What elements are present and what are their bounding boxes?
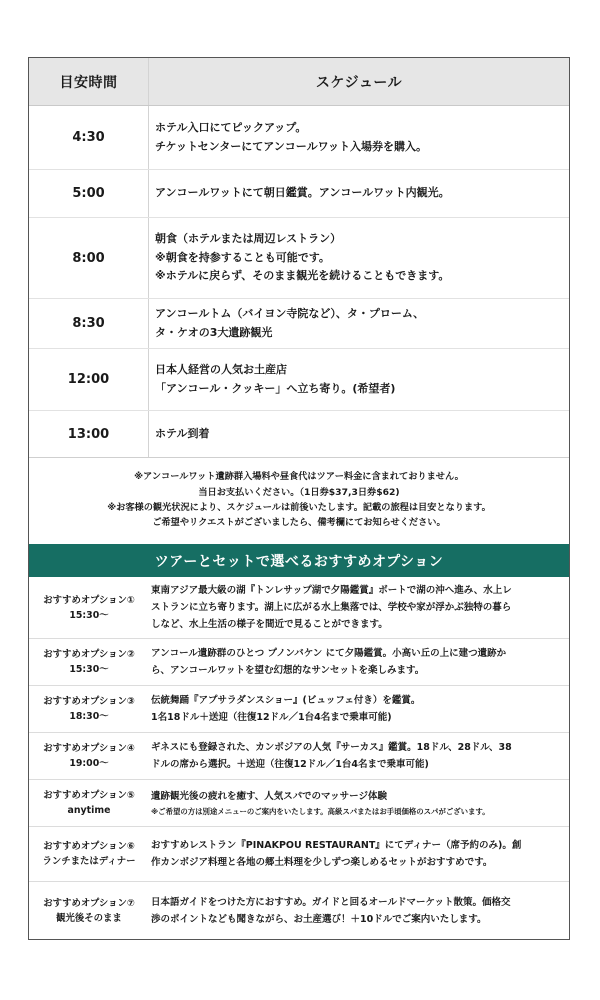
option-line: 作カンボジア料理と各地の郷土料理を少しずつ楽しめるセットがおすすめです。 bbox=[151, 857, 493, 868]
option-time: 15:30～ bbox=[69, 664, 109, 675]
option-line: アンコール遺跡群のひとつ プノンバケン にて夕陽鑑賞。小高い丘の上に建つ遺跡か bbox=[151, 648, 507, 659]
option-row bbox=[29, 827, 569, 882]
schedule-description bbox=[149, 106, 569, 169]
option-time: 18:30～ bbox=[69, 711, 109, 722]
note-line: ご希望やリクエストがございましたら、備考欄にてお知らせください。 bbox=[152, 517, 446, 529]
option-label-cell bbox=[29, 780, 149, 826]
option-time: 19:00～ bbox=[69, 758, 109, 769]
schedule-row bbox=[29, 218, 569, 299]
schedule-column-header: スケジュール bbox=[315, 74, 403, 91]
option-label: おすすめオプション⑤ bbox=[43, 790, 135, 801]
option-line: 遺跡観光後の疲れを癒す、人気スパでのマッサージ体験 bbox=[151, 790, 387, 802]
option-line: 東南アジア最大級の湖『トンレサップ湖で夕陽鑑賞』ボートで湖の沖へ進み、水上レ bbox=[151, 585, 512, 596]
option-note: ※ご希望の方は別途メニューのご案内をいたします。高級スパまたはお手頃価格のスパがございます。 bbox=[151, 806, 490, 816]
schedule-time: 13:00 bbox=[29, 411, 149, 457]
option-line: 日本語ガイドをつけた方におすすめ。ガイドと回るオールドマーケット散策。価格交 bbox=[151, 896, 511, 908]
schedule-line: ※朝食を持参することも可能です。 bbox=[155, 250, 330, 264]
option-label: おすすめオプション⑦ bbox=[43, 897, 135, 909]
option-label-cell bbox=[29, 733, 149, 779]
option-label-cell bbox=[29, 577, 149, 638]
schedule-row bbox=[29, 170, 569, 218]
option-label-cell bbox=[29, 827, 149, 881]
schedule-line: アンコールワットにて朝日鑑賞。アンコールワット内観光。 bbox=[155, 186, 450, 200]
option-row bbox=[29, 882, 569, 939]
schedule-time: 12:00 bbox=[29, 349, 149, 410]
note-line: 当日お支払いください。（1日券$37,3日券$62) bbox=[198, 486, 400, 498]
schedule-description bbox=[149, 411, 569, 457]
options-banner: ツアーとセットで選べるおすすめオプション bbox=[29, 544, 569, 577]
option-row bbox=[29, 686, 569, 733]
option-line: ギネスにも登録された、カンボジアの人気『サーカス』鑑賞。18ドル、28ドル、38 bbox=[151, 742, 512, 753]
schedule-line: アンコールトム（バイヨン寺院など）、タ・プローム、 bbox=[155, 307, 425, 320]
option-line: 渉のポイントなども聞きながら、お土産選び！＋10ドルでご案内いたします。 bbox=[151, 913, 487, 925]
schedule-document bbox=[28, 57, 570, 940]
option-description bbox=[149, 882, 569, 939]
option-description bbox=[149, 639, 569, 685]
schedule-description bbox=[149, 299, 569, 348]
option-line: ドルの席から選択。＋送迎（往復12ドル／1台4名まで乗車可能) bbox=[151, 759, 429, 770]
option-row bbox=[29, 577, 569, 639]
schedule-time: 4:30 bbox=[29, 106, 149, 169]
schedule-line: チケットセンターにてアンコールワット入場券を購入。 bbox=[155, 139, 428, 153]
option-label: おすすめオプション⑥ bbox=[43, 841, 135, 852]
fee-notes bbox=[29, 458, 569, 542]
option-line: ら、アンコールワットを望む幻想的なサンセットを楽しみます。 bbox=[151, 665, 425, 676]
schedule-row bbox=[29, 106, 569, 170]
option-label-cell bbox=[29, 639, 149, 685]
option-row bbox=[29, 780, 569, 827]
schedule-description bbox=[149, 349, 569, 410]
schedule-line: 「アンコール・クッキー」へ立ち寄り。(希望者) bbox=[155, 381, 396, 395]
option-line: 1名18ドル＋送迎（往復12ドル／1台4名まで乗車可能) bbox=[151, 712, 392, 723]
schedule-line: ※ホテルに戻らず、そのまま観光を続けることもできます。 bbox=[155, 269, 450, 283]
schedule-time: 8:30 bbox=[29, 299, 149, 348]
option-description bbox=[149, 780, 569, 826]
schedule-line: ホテル入口にてピックアップ。 bbox=[155, 121, 307, 134]
option-label-cell bbox=[29, 882, 149, 939]
schedule-line: タ・ケオの3大遺跡観光 bbox=[155, 325, 273, 339]
schedule-time: 8:00 bbox=[29, 218, 149, 298]
time-column-header: 目安時間 bbox=[59, 74, 118, 91]
option-row bbox=[29, 733, 569, 780]
option-label: おすすめオプション① bbox=[43, 594, 135, 606]
schedule-row bbox=[29, 349, 569, 411]
schedule-line: 朝食（ホテルまたは周辺レストラン） bbox=[155, 232, 342, 246]
schedule-line: ホテル到着 bbox=[155, 426, 210, 440]
option-time: anytime bbox=[67, 805, 111, 816]
schedule-description bbox=[149, 170, 569, 217]
schedule-row bbox=[29, 299, 569, 349]
option-line: おすすめレストラン『PINAKPOU RESTAURANT』にてディナー（席予約のみ)。創 bbox=[151, 840, 522, 851]
option-label: おすすめオプション② bbox=[43, 649, 135, 660]
option-line: 伝統舞踊『アプサラダンスショー』(ビュッフェ付き）を鑑賞。 bbox=[151, 695, 421, 706]
note-line: ※アンコールワット遺跡群入場料や昼食代はツアー料金に含まれておりません。 bbox=[134, 471, 464, 483]
schedule-line: 日本人経営の人気お土産店 bbox=[155, 363, 287, 376]
schedule-row bbox=[29, 411, 569, 458]
option-description bbox=[149, 577, 569, 638]
schedule-time: 5:00 bbox=[29, 170, 149, 217]
option-time: 15:30～ bbox=[69, 609, 109, 621]
option-line: ストランに立ち寄ります。湖上に広がる水上集落では、学校や家が浮かぶ独特の暮ら bbox=[151, 602, 512, 613]
option-line: しなど、水上生活の様子を間近で見ることができます。 bbox=[151, 619, 388, 630]
note-line: ※お客様の観光状況により、スケジュールは前後いたします。記載の旅程は目安となります。 bbox=[107, 502, 491, 513]
option-label: おすすめオプション③ bbox=[43, 696, 135, 707]
option-label: おすすめオプション④ bbox=[43, 743, 135, 754]
option-label-cell bbox=[29, 686, 149, 732]
option-time: 観光後そのまま bbox=[56, 912, 122, 924]
option-description bbox=[149, 686, 569, 732]
schedule-description bbox=[149, 218, 569, 298]
schedule-table-header bbox=[29, 58, 569, 106]
option-row bbox=[29, 639, 569, 686]
option-time: ランチまたはディナー bbox=[42, 856, 136, 867]
option-description bbox=[149, 827, 569, 881]
option-description bbox=[149, 733, 569, 779]
